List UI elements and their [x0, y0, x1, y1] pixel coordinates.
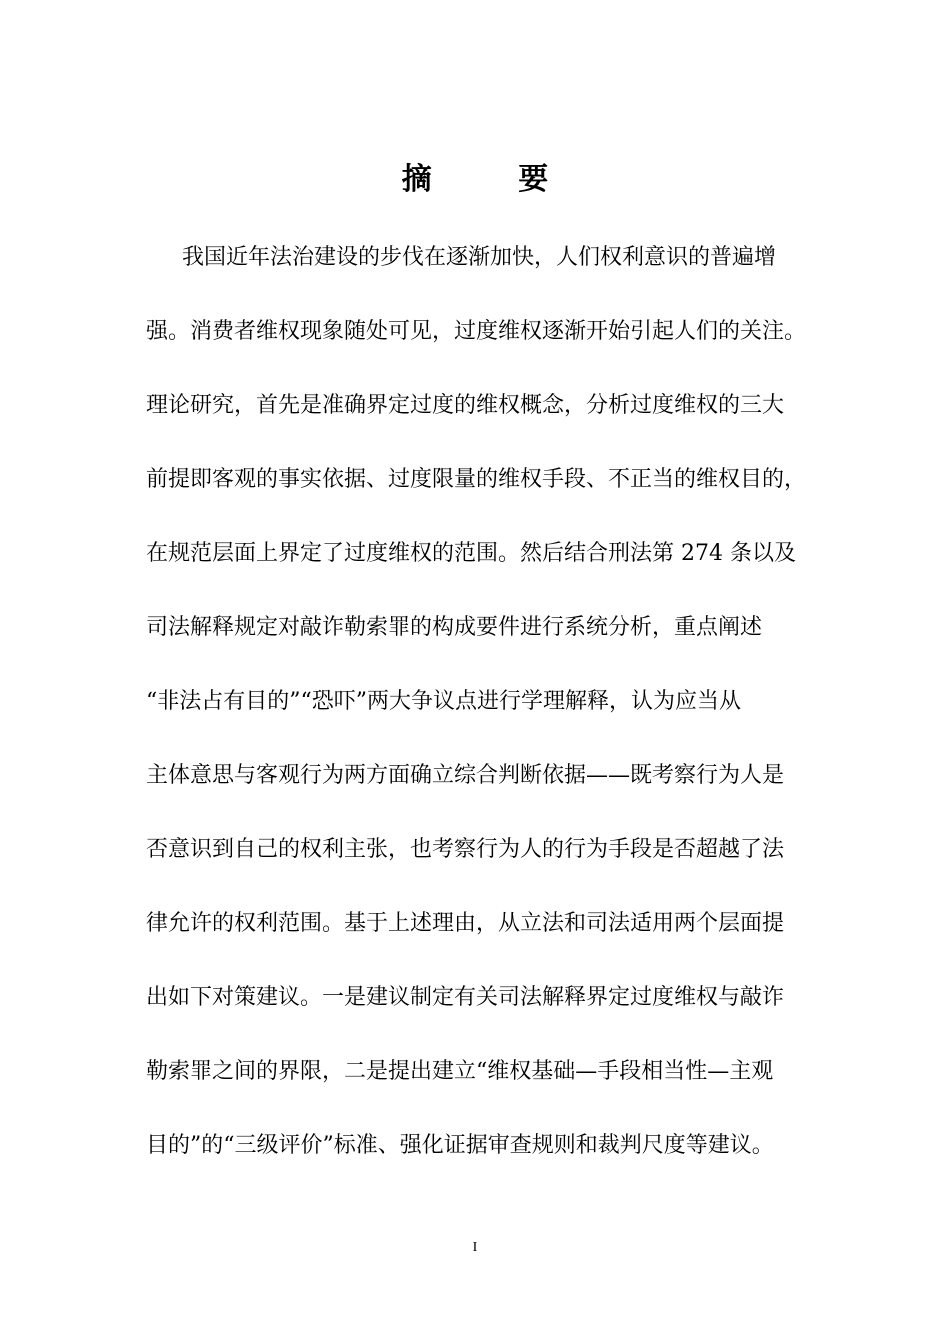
abstract-line-6: 司法解释规定对敲诈勒索罪的构成要件进行系统分析，重点阐述 [146, 615, 763, 640]
abstract-line-11: 出如下对策建议。一是建议制定有关司法解释界定过度维权与敲诈 [146, 985, 785, 1010]
abstract-line-13: 目的”的“三级评价”标准、强化证据审查规则和裁判尺度等建议。 [146, 1133, 774, 1158]
abstract-line-2: 强。消费者维权现象随处可见，过度维权逐渐开始引起人们的关注。 [146, 319, 807, 344]
abstract-title: 摘 要 [401, 162, 587, 197]
abstract-body [146, 238, 826, 1200]
abstract-line-9: 否意识到自己的权利主张，也考察行为人的行为手段是否超越了法 [146, 837, 785, 862]
abstract-line-5: 在规范层面上界定了过度维权的范围。然后结合刑法第 274 条以及 [146, 541, 796, 566]
abstract-line-8: 主体意思与客观行为两方面确立综合判断依据——既考察行为人是 [146, 763, 785, 788]
abstract-line-10: 律允许的权利范围。基于上述理由，从立法和司法适用两个层面提 [146, 911, 785, 936]
abstract-line-1: 我国近年法治建设的步伐在逐渐加快，人们权利意识的普遍增 [182, 245, 777, 270]
abstract-line-7: “非法占有目的”“恐吓”两大争议点进行学理解释，认为应当从 [146, 689, 741, 714]
abstract-line-12: 勒索罪之间的界限，二是提出建立“维权基础—手段相当性—主观 [146, 1059, 774, 1084]
page-number: I [472, 1240, 478, 1255]
abstract-line-4: 前提即客观的事实依据、过度限量的维权手段、不正当的维权目的， [146, 467, 807, 492]
abstract-line-3: 理论研究，首先是准确界定过度的维权概念，分析过度维权的三大 [146, 393, 785, 418]
